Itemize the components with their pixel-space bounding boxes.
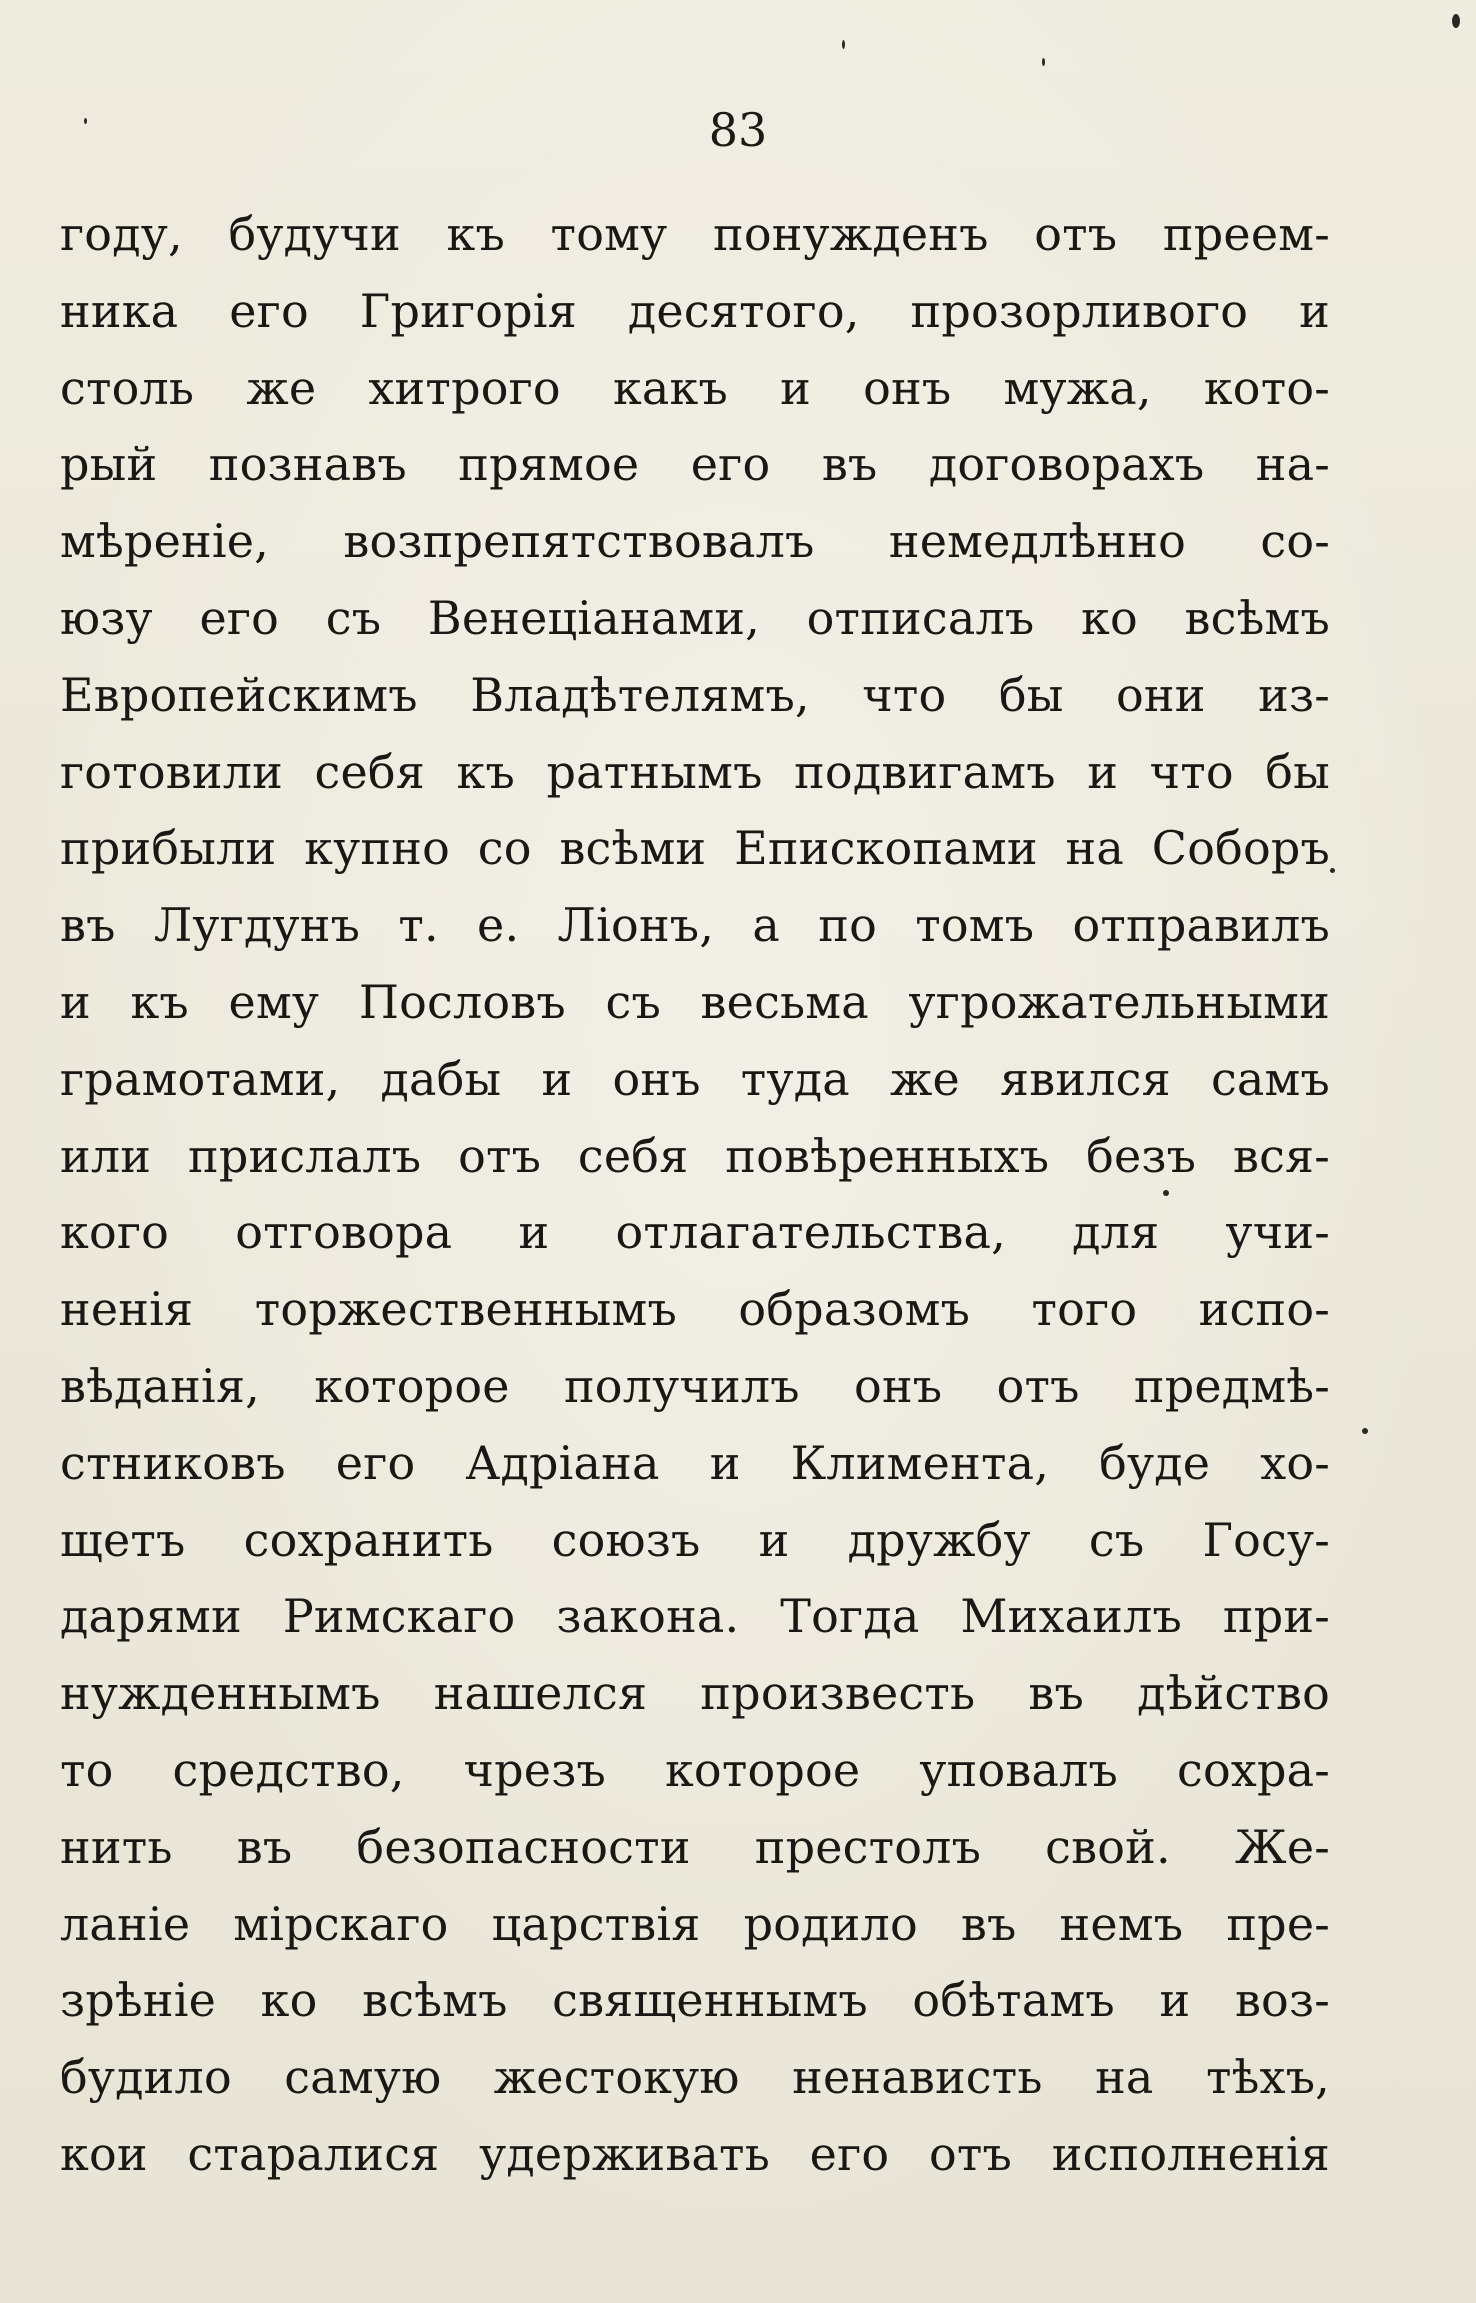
text-line: въ Лугдунъ т. е. Ліонъ, а по томъ отправилъ [60,898,1330,953]
text-line: будило самую жестокую ненависть на тѣхъ, [60,2050,1330,2105]
text-line: то средство, чрезъ которое уповалъ сохра- [60,1742,1330,1797]
text-line: грамотами, дабы и онъ туда же явился самъ [60,1051,1330,1106]
text-line: Европейскимъ Владѣтелямъ, что бы они из- [60,667,1330,722]
text-line: или прислалъ отъ себя повѣренныхъ безъ вся- [60,1128,1330,1183]
text-line: нужденнымъ нашелся произвесть въ дѣйство [60,1666,1330,1721]
text-line: ненія торжественнымъ образомъ того испо- [60,1282,1330,1337]
text-line: кои старалися удерживать его отъ исполненія [60,2126,1330,2181]
paper-speck [1452,14,1460,28]
paper-speck [1042,58,1045,66]
text-line: ника его Григорія десятого, прозорливого и [60,283,1330,338]
paper-speck [842,40,845,49]
paper-speck [1163,1190,1169,1196]
text-line: юзу его съ Венеціанами, отписалъ ко всѣмъ [60,590,1330,645]
text-line: стниковъ его Адріана и Климента, буде хо- [60,1435,1330,1490]
text-line: нить въ безопасности престолъ свой. Же- [60,1819,1330,1874]
paper-speck [1362,1428,1368,1434]
text-line: году, будучи къ тому понужденъ отъ преем- [60,207,1330,261]
page-number: 83 [708,103,768,157]
text-line: ланіе мірскаго царствія родило въ немъ пре- [60,1896,1330,1951]
text-line: готовили себя къ ратнымъ подвигамъ и что бы [60,744,1330,799]
text-line: зрѣніе ко всѣмъ священнымъ обѣтамъ и воз- [60,1973,1330,2028]
body-text [60,196,1330,2193]
text-line: столь же хитрого какъ и онъ мужа, кото- [60,360,1330,415]
paper-speck [1330,868,1335,873]
text-line: и къ ему Пословъ съ весьма угрожательными [60,974,1330,1029]
text-line: мѣреніе, возпрепятствовалъ немедлѣнно со- [60,514,1330,569]
text-line: рый познавъ прямое его въ договорахъ на- [60,437,1330,492]
text-line: дарями Римскаго закона. Тогда Михаилъ при- [60,1589,1330,1644]
text-line: щетъ сохранить союзъ и дружбу съ Госу- [60,1512,1330,1567]
text-line: прибыли купно со всѣми Епископами на Соборъ [60,821,1330,876]
paper-speck [84,118,87,124]
text-line: кого отговора и отлагательства, для учи- [60,1205,1330,1260]
text-line: вѣданія, которое получилъ онъ отъ предмѣ- [60,1358,1330,1413]
